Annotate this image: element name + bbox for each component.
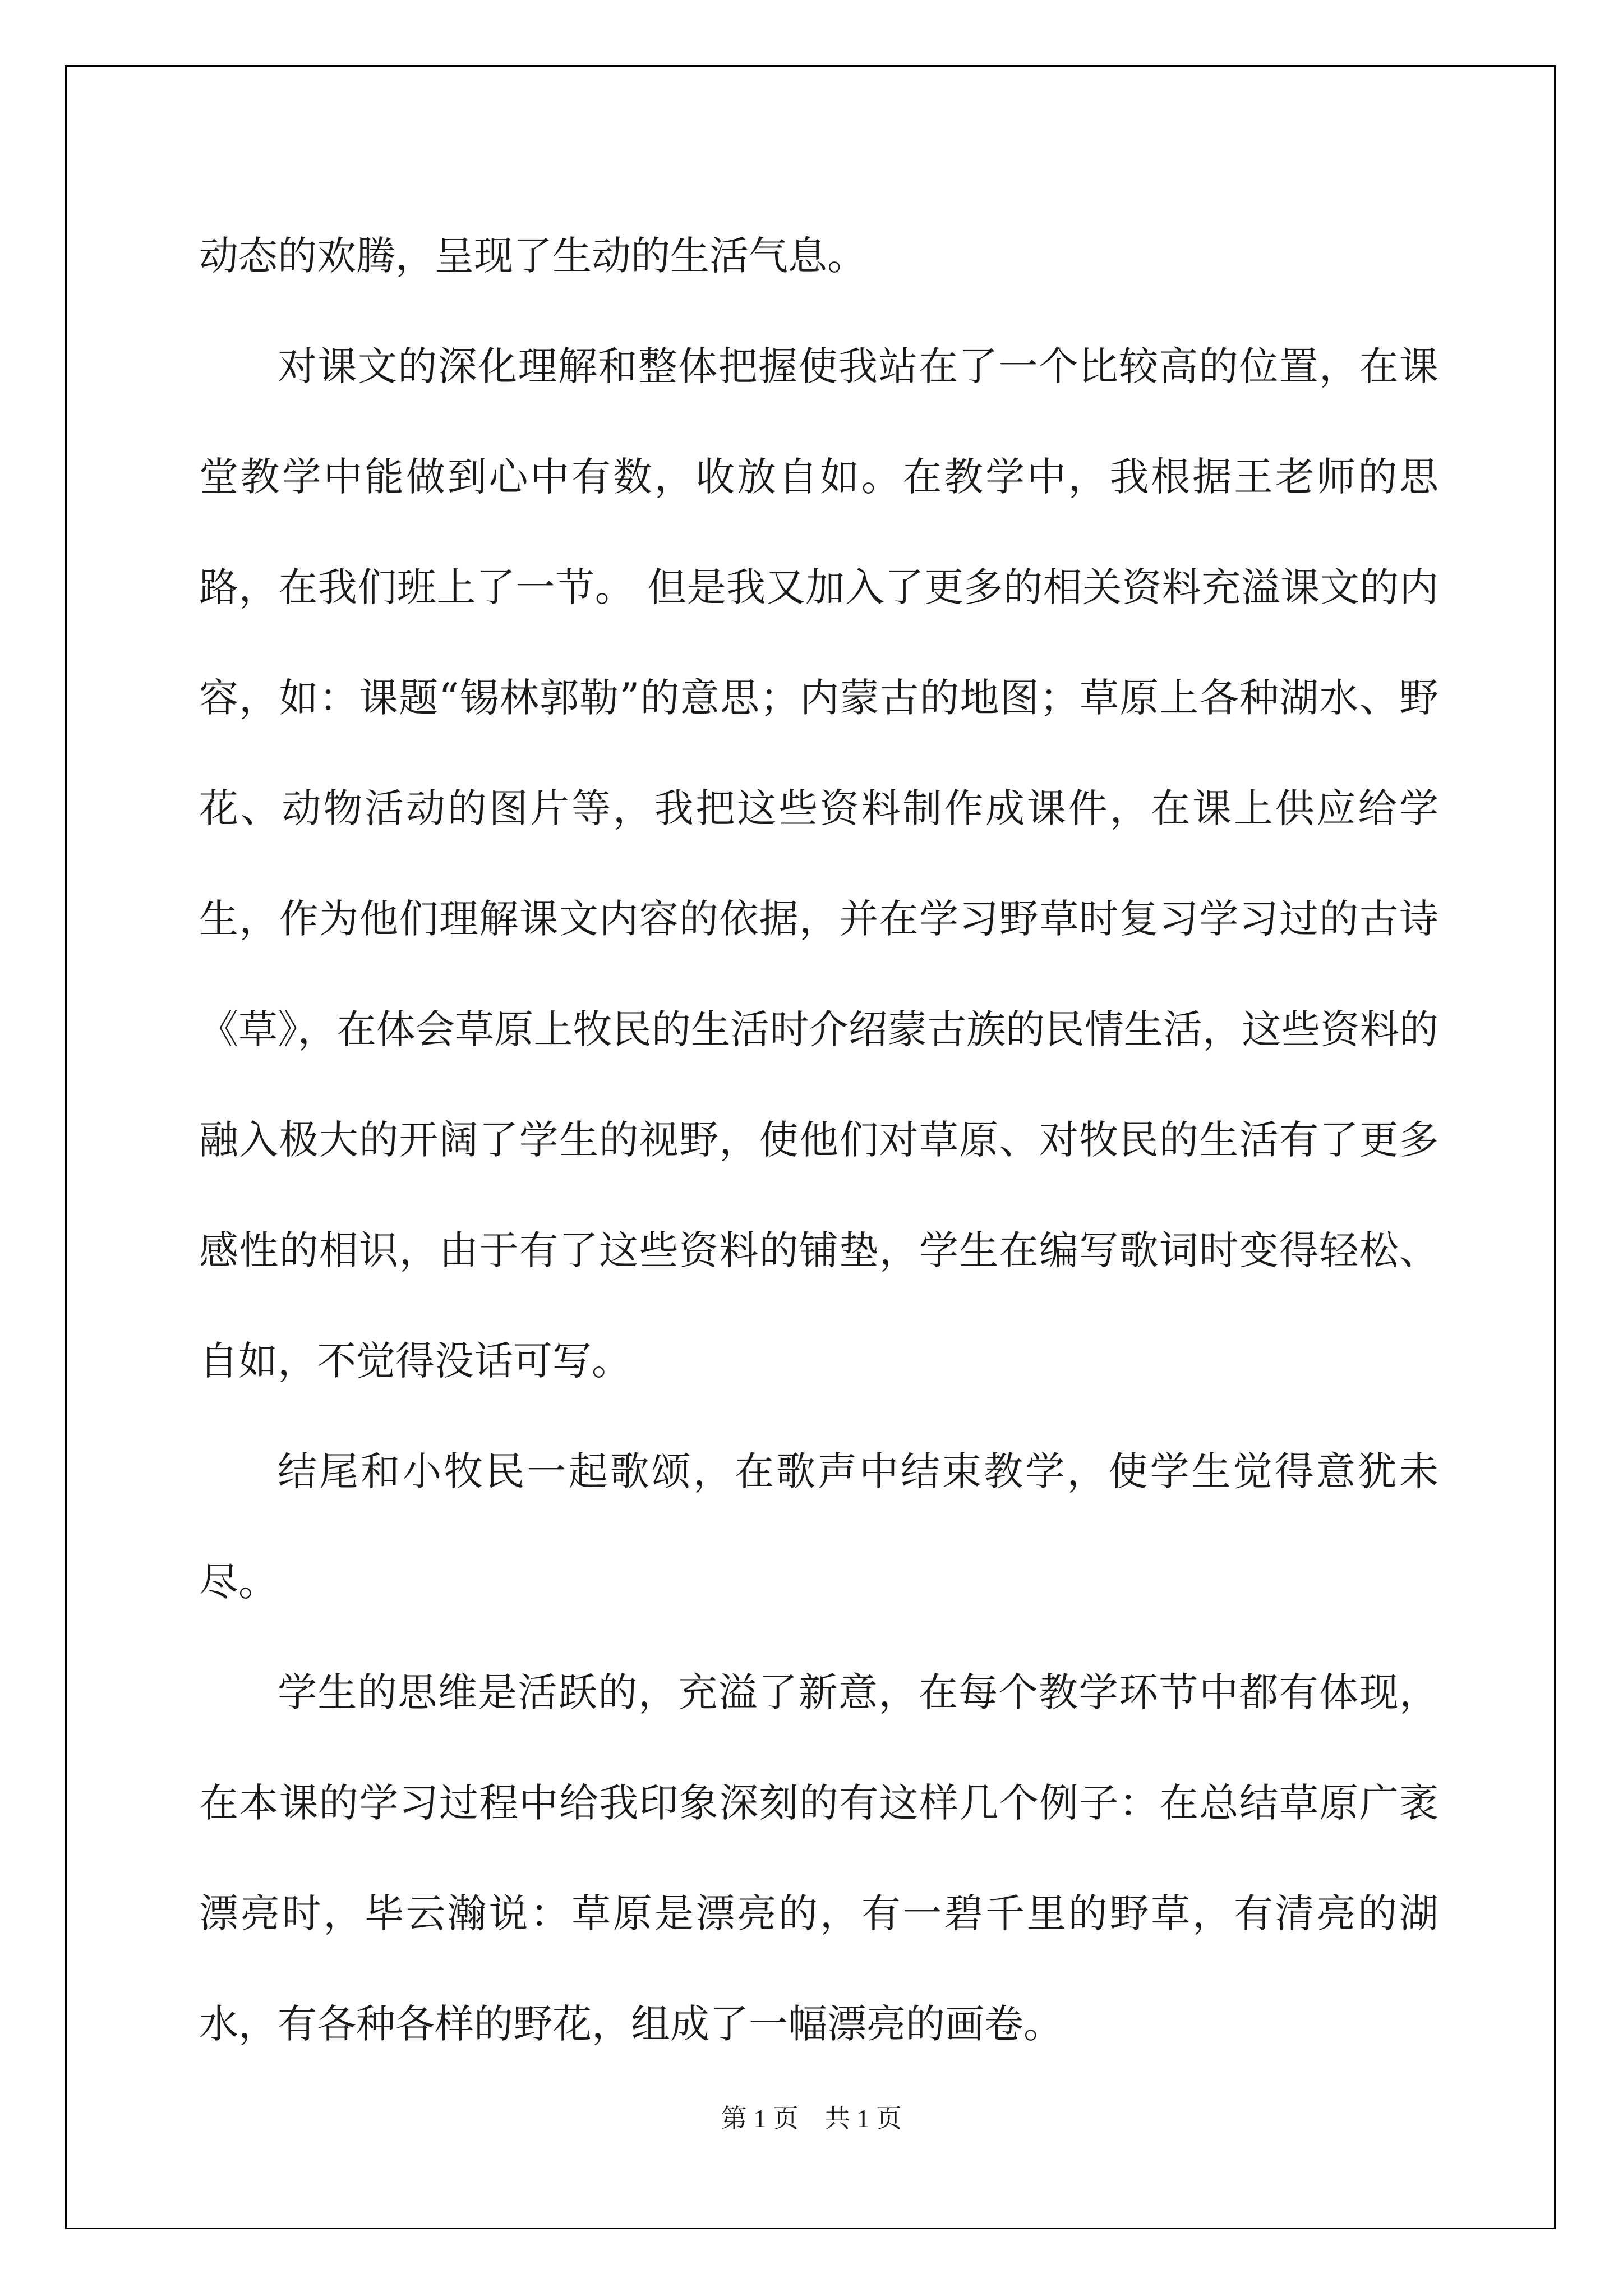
page-footer (0, 2098, 1623, 2135)
paragraph: 结尾和小牧民一起歌颂，在歌声中结束教学，使学生觉得意犹未尽。 (199, 1448, 1438, 1605)
page-total: 共 1 页 (824, 2104, 902, 2133)
paragraph: 学生的思维是活跃的，充溢了新意，在每个教学环节中都有体现，在本课的学习过程中给我印象深刻的有这样几个例子：在总结草原广袤漂亮时，毕云瀚说：草原是漂亮的，有一碧千里的野草，有清亮的湖水，有各种各样的野花，组成了一幅漂亮的画卷。 (199, 1669, 1438, 2047)
page-number: 第 1 页 (721, 2104, 799, 2133)
paragraph: 对课文的深化理解和整体把握使我站在了一个比较高的位置，在课堂教学中能做到心中有数，收放自如。在教学中，我根据王老师的思路，在我们班上了一节。 但是我又加入了更多的相关资料充溢课文的内容，如：课题“锡林郭勒”的意思；内蒙古的地图；草原上各种湖水、野花、动物活动的图片等，我把这些资料制作成课件，在课上供应给学生，作为他们理解课文内容的依据，并在学习野草时复习学习过的古诗《草》，在体会草原上牧民的生活时介绍蒙古族的民情生活，这些资料的融入极大的开阔了学生的视野，使他们对草原、对牧民的生活有了更多感性的相识，由于有了这些资料的铺垫，学生在编写歌词时变得轻松、自如，不觉得没话可写。 (199, 343, 1438, 1384)
paragraph: 动态的欢腾，呈现了生动的生活气息。 (199, 233, 866, 279)
document-body (199, 201, 1438, 2079)
